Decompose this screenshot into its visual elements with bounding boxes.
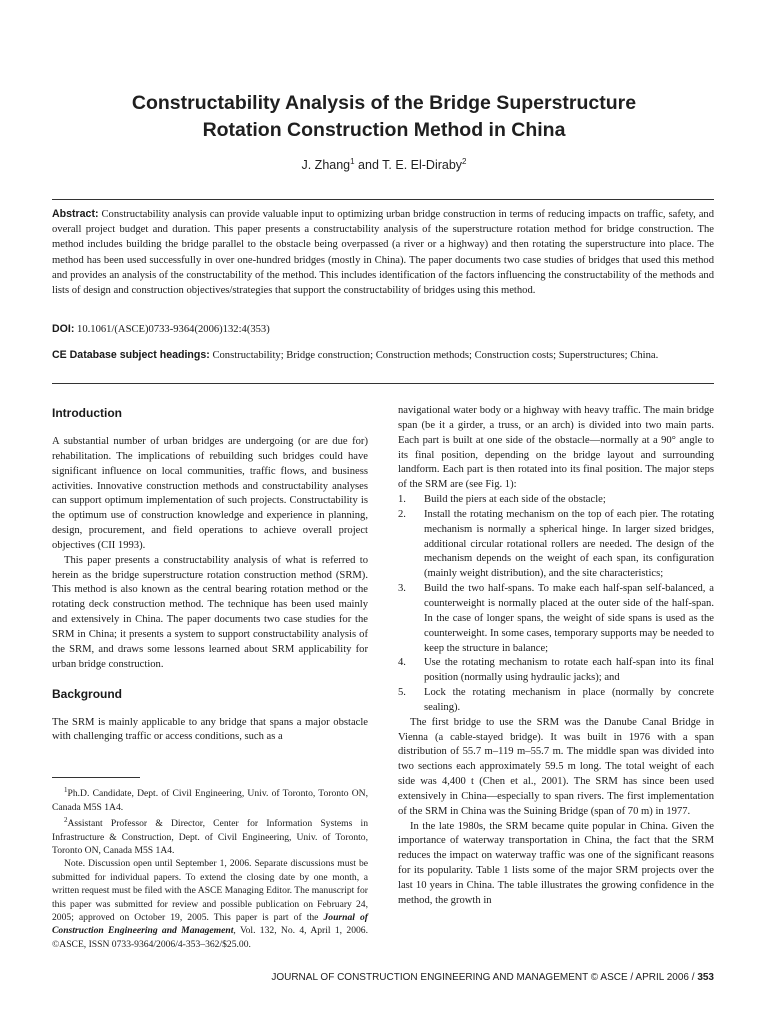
subject-headings-text: Constructability; Bridge construction; Construction methods; Construction costs; Superstructures; China. xyxy=(212,350,659,361)
author-conjunction: and xyxy=(354,158,383,173)
srm-step-4-number: 4. xyxy=(398,657,406,669)
srm-step-4-text: Use the rotating mechanism to rotate each half-span into its final position (normally using hydraulic jacks); and xyxy=(424,657,714,684)
subject-headings-label: CE Database subject headings: xyxy=(52,349,210,361)
footnote-1-mark: 1 xyxy=(64,786,68,794)
srm-steps-list xyxy=(398,493,714,716)
right-column xyxy=(398,404,714,909)
publication-note xyxy=(52,857,368,951)
footnote-1-text: Ph.D. Candidate, Dept. of Civil Engineering, Univ. of Toronto, Toronto ON, Canada M5S 1A4. xyxy=(52,788,368,813)
author-line xyxy=(40,157,728,172)
srm-step-1-number: 1. xyxy=(398,494,406,506)
paper-title-line-1: Constructability Analysis of the Bridge Superstructure xyxy=(131,92,637,114)
srm-step-1 xyxy=(398,493,714,508)
srm-step-4 xyxy=(398,656,714,686)
footnote-2 xyxy=(52,814,368,857)
subject-headings xyxy=(52,348,714,363)
srm-step-3 xyxy=(398,582,714,656)
abstract-label: Abstract: xyxy=(52,208,99,220)
doi-value: 10.1061/(ASCE)0733-9364(2006)132:4(353) xyxy=(77,324,270,335)
background-heading: Background xyxy=(52,686,123,701)
abstract xyxy=(52,207,714,298)
publication-note-pre: Note. Discussion open until September 1, 2006. Separate discussions must be submitted for individual papers. To extend the closing date by one month, a written request must be filed with the ASCE Managing Editor. The manuscript for this paper was submitted for review and possible publication on February 24, 2005; approved on October 19, 2005. This paper is part of the xyxy=(52,858,368,924)
journal-name: Journal of Construction Engineering and Management xyxy=(52,912,368,937)
footer-journal-text: JOURNAL OF CONSTRUCTION ENGINEERING AND MANAGEMENT © ASCE / APRIL 2006 / xyxy=(271,972,698,983)
left-column xyxy=(52,405,368,745)
danube-bridge-paragraph: The first bridge to use the SRM was the Danube Canal Bridge in Vienna (a cable-stayed bridge). It was built in 1976 with a span distribution of 55.7 m–119 m–55.7 m. The middle span was divided into two sections each approximately 59.5 m long. The total weight of each side was 4,400 t (Chen et al., 2001). The SRM has since been used extensively in China—especially to span rivers. The first implementation of the SRM in China was the Suining Bridge (span of 70 m) in 1977. xyxy=(398,716,714,817)
footnote-2-mark: 2 xyxy=(64,816,68,824)
introduction-paragraph-2: This paper presents a constructability analysis of what is referred to herein as the bridge superstructure rotation construction method (SRM). This method is also known as the central bearing rotation method or the rotating deck construction method. The technique has been used mainly and extensively in China. The paper documents two case studies for the SRM in China; it presents a system to support constructability analysis of the SRM, and draws some lessons learned about SRM applicability for urban bridge construction. xyxy=(52,554,368,670)
srm-step-5-number: 5. xyxy=(398,687,406,699)
srm-step-2 xyxy=(398,508,714,582)
srm-step-3-number: 3. xyxy=(398,583,406,595)
right-column-intro: navigational water body or a highway with heavy traffic. The main bridge span (be it a girder, a truss, or an arch) is divided into two main parts. Each part is built at one side of the obstacle—normally at a 90° angle to its final position, depending on the bridge layout and surrounding landform. Each part is then rotated into its final position. The major steps of the SRM are (see Fig. 1): xyxy=(398,405,714,491)
srm-step-5 xyxy=(398,686,714,716)
background-paragraph-1: The SRM is mainly applicable to any bridge that spans a major obstacle with challenging traffic or access conditions, such as a xyxy=(52,716,368,743)
doi xyxy=(52,323,714,335)
author-2: T. E. El-Diraby xyxy=(382,158,463,173)
srm-step-5-text: Lock the rotating mechanism in place (normally by concrete sealing). xyxy=(424,687,714,713)
author-1: J. Zhang xyxy=(301,158,351,173)
footnotes xyxy=(52,784,368,951)
publication-note-post: , Vol. 132, No. 4, April 1, 2006. ©ASCE, ISSN 0733-9364/2006/4-353–362/$25.00. xyxy=(52,925,368,950)
author-2-affiliation-mark: 2 xyxy=(462,157,467,166)
author-1-affiliation-mark: 1 xyxy=(350,157,355,166)
header-bottom-divider xyxy=(52,383,714,384)
introduction-heading: Introduction xyxy=(52,406,122,420)
paper-title-line-2: Rotation Construction Method in China xyxy=(202,119,566,141)
footnote-2-text: Assistant Professor & Director, Center for Information Systems in Infrastructure & Construction, Dept. of Civil Engineering, Univ. of Toronto, Toronto ON, Canada M5S 1A4. xyxy=(52,818,368,856)
srm-step-2-text: Install the rotating mechanism on the top of each pier. The rotating mechanism is normally a spherical hinge. In larger sized bridges, additional circular rotational rollers are needed. The design of the mechanism depends on the weight of each span, its configuration (mainly weight distribution), and the site characteristics; xyxy=(424,508,714,580)
srm-step-3-text: Build the two half-spans. To make each half-span self-balanced, a counterweight is normally placed at the outer side of the half-span. In the case of longer spans, the weight of side spans is used as the counterweight. In some cases, temporary supports may be needed to keep the structure in balance; xyxy=(424,583,714,654)
footnote-divider xyxy=(52,777,140,778)
paper-title xyxy=(40,90,728,144)
footnote-1 xyxy=(52,784,368,814)
srm-step-1-text: Build the piers at each side of the obstacle; xyxy=(424,494,606,506)
introduction-paragraph-1: A substantial number of urban bridges are undergoing (or are due for) rehabilitation. The implications of rebuilding such bridges could have significant influence on local communities, traffic flows, and business activities. Innovative construction methods and constructability analyses can support optimum implementation of such projects. Constructability is the optimum use of construction knowledge and experience in planning, design, procurement, and field operations to achieve overall project objectives (CII 1993). xyxy=(52,436,368,551)
late-1980s-paragraph: In the late 1980s, the SRM became quite popular in China. Given the importance of waterway transportation in China, the fact that the SRM reduces the impact on waterway traffic was one of the significant reasons for its popularity. Table 1 lists some of the major SRM projects over the last 10 years in China. The table illustrates the growing confidence in the method, the growth in xyxy=(398,820,714,906)
page-number: 353 xyxy=(697,972,714,983)
page-footer xyxy=(271,972,714,983)
srm-step-2-number: 2. xyxy=(398,508,406,520)
doi-label: DOI: xyxy=(52,323,75,335)
top-divider xyxy=(52,199,714,200)
abstract-text: Constructability analysis can provide valuable input to optimizing urban bridge construction in terms of reducing impacts on traffic, safety, and overall project budget and duration. This paper presents a constructability analysis of the superstructure rotation method for bridge construction. The method includes building the bridge parallel to the obstacle being overpassed (a river or a highway) and then rotating the superstructure into place. The method has been used successfully in over one-hundred bridges (mostly in China). The paper documents two case studies of bridges that used this method and provides an analysis of the constructability of the method. This includes identification of the factors influencing the constructability of the methods and lists of design and construction objectives/strategies that support the constructability of bridges using this method. xyxy=(52,209,714,297)
